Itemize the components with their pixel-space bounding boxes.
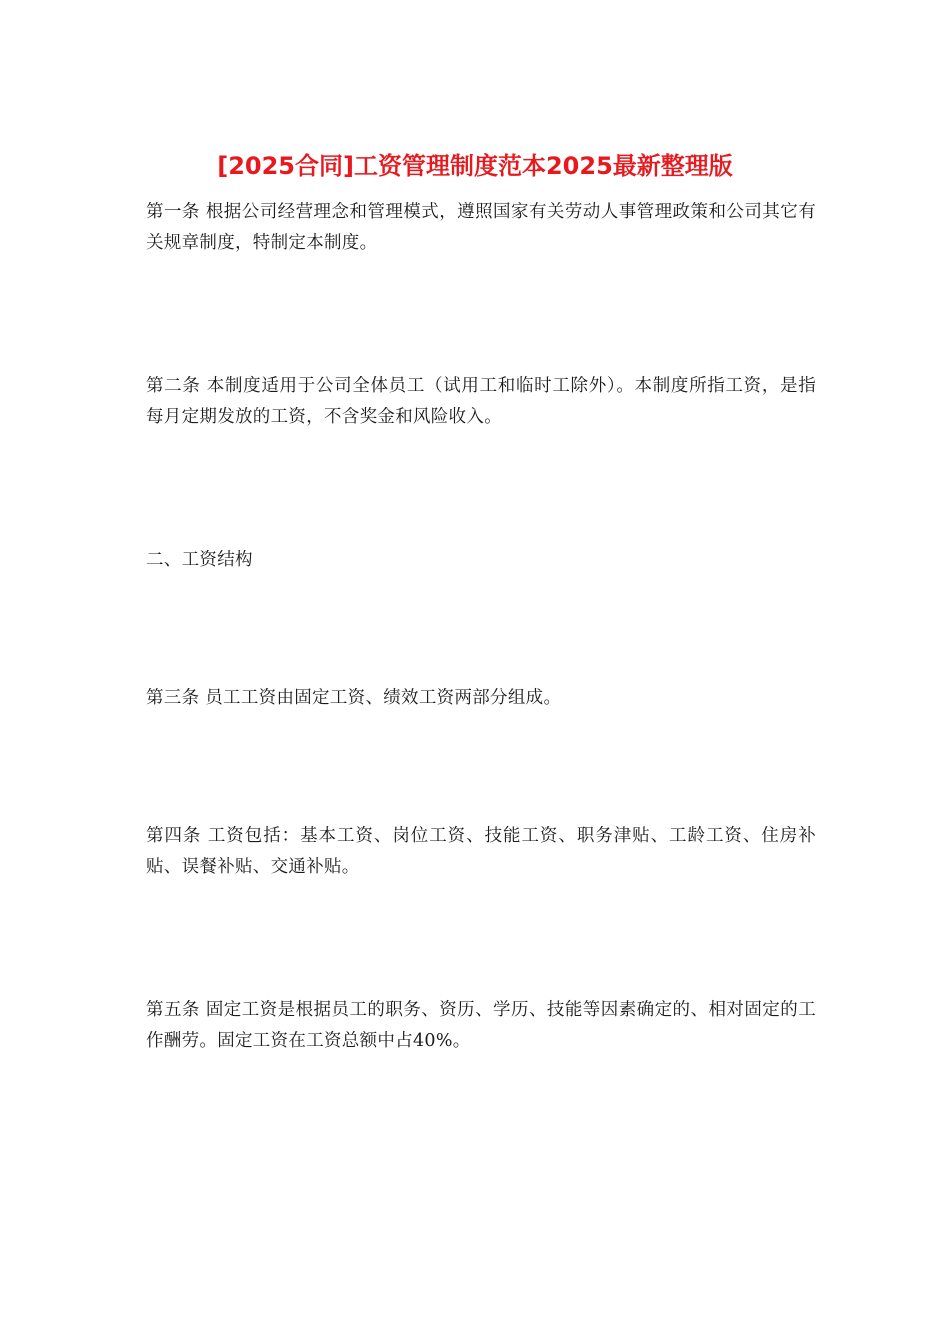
article-4-paragraph: 第四条 工资包括：基本工资、岗位工资、技能工资、职务津贴、工龄工资、住房补贴、误餐补贴、交通补贴。	[146, 826, 816, 877]
article-5-paragraph: 第五条 固定工资是根据员工的职务、资历、学历、技能等因素确定的、相对固定的工作酬劳。固定工资在工资总额中占40%。	[146, 1000, 816, 1051]
article-3-paragraph: 第三条 员工工资由固定工资、绩效工资两部分组成。	[146, 688, 562, 708]
document-title: [2025合同]工资管理制度范本2025最新整理版	[217, 152, 733, 180]
article-1-paragraph: 第一条 根据公司经营理念和管理模式，遵照国家有关劳动人事管理政策和公司其它有关规章制度，特制定本制度。	[146, 202, 816, 253]
article-2-paragraph: 第二条 本制度适用于公司全体员工（试用工和临时工除外）。本制度所指工资，是指每月定期发放的工资，不含奖金和风险收入。	[146, 376, 816, 427]
section-heading-salary-structure: 二、工资结构	[146, 550, 253, 570]
